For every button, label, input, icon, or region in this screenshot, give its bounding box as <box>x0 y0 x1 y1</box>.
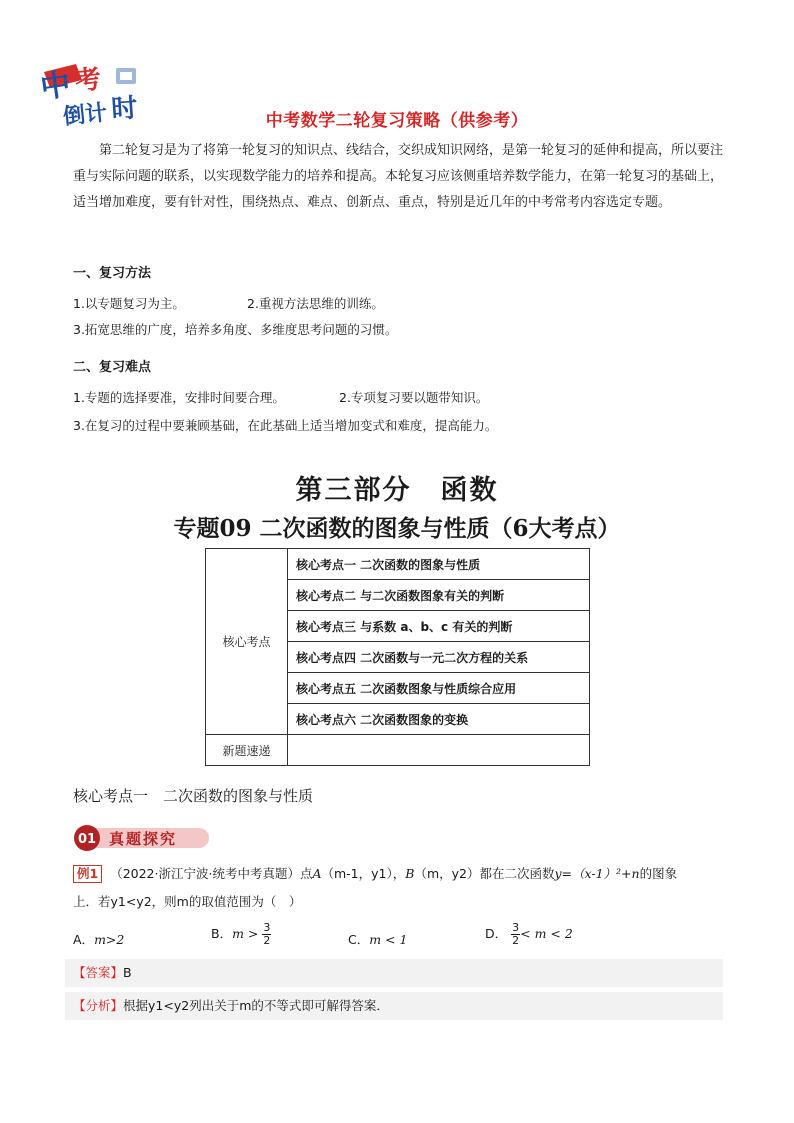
coord-b: （m，y2） <box>414 866 480 881</box>
analysis-box <box>65 992 723 1020</box>
difficulties-heading: 二、复习难点 <box>73 360 152 375</box>
strategy-title: 中考数学二轮复习策略（供参考） <box>265 111 529 131</box>
answer-label: 【答案】 <box>73 965 124 980</box>
choice-a-label: A． <box>73 932 95 947</box>
table-row <box>206 735 590 766</box>
methods-item-2: 2.重视方法思维的训练。 <box>247 296 384 311</box>
core-points-table <box>205 548 590 766</box>
example-question: 上．若y1<y2，则m的取值范围为（ ） <box>73 894 302 909</box>
point-a: A <box>312 866 322 881</box>
core-item-3: 核心考点三 与系数 a、b、c 有关的判断 <box>288 611 590 642</box>
choice-b <box>211 922 271 947</box>
core-label-cell: 核心考点 <box>206 549 288 735</box>
analysis-label: 【分析】 <box>73 998 124 1013</box>
methods-item-1: 1.以专题复习为主。 <box>73 296 185 311</box>
core-item-6: 核心考点六 二次函数图象的变换 <box>288 704 590 735</box>
new-questions-label: 新题速递 <box>206 735 288 766</box>
choice-b-label: B． <box>211 926 233 941</box>
topic-title: 专题09 二次函数的图象与性质（6大考点） <box>173 515 621 542</box>
real-exam-banner <box>73 824 213 856</box>
fraction-denominator: 2 <box>512 934 520 947</box>
fraction-numerator: 3 <box>263 921 271 934</box>
choice-c <box>348 930 407 948</box>
choice-d <box>485 922 573 947</box>
coord-a: （m-1，y1）， <box>321 866 406 881</box>
methods-item-3: 3.拓宽思维的广度，培养多角度、多维度思考问题的习惯。 <box>73 322 398 337</box>
example-mid: 都在二次函数 <box>479 866 555 881</box>
table-row <box>206 549 590 580</box>
point-b: B <box>405 866 415 881</box>
part-title: 第三部分 函数 <box>295 475 499 506</box>
core-item-4: 核心考点四 二次函数与一元二次方程的关系 <box>288 642 590 673</box>
svg-text:考: 考 <box>73 64 103 97</box>
svg-text:倒计: 倒计 <box>62 100 109 130</box>
choice-c-text: m < 1 <box>369 932 408 947</box>
choice-b-fraction <box>262 922 271 947</box>
fraction-denominator: 2 <box>263 934 271 947</box>
example-tail: 的图象 <box>639 866 678 881</box>
svg-text:时: 时 <box>110 93 139 125</box>
choice-c-label: C． <box>348 932 370 947</box>
banner-number: 01 <box>77 832 97 847</box>
intro-paragraph: 第二轮复习是为了将第一轮复习的知识点、线结合，交织成知识网络，是第一轮复习的延伸和提高，所以要注重与实际问题的联系，以实现数学能力的培养和提高。本轮复习应该侧重培养数学能力，在第一轮复习的基础上，适当增加难度，要有针对性，围绕热点、难点、创新点、重点，特别是近几年的中考常考内容选定专题。 <box>73 143 724 210</box>
function-expression: y=（x-1）²+n <box>554 866 640 881</box>
example-1 <box>73 860 723 916</box>
choice-d-post: < m < 2 <box>520 926 573 941</box>
choice-a <box>73 930 124 948</box>
choices <box>73 922 723 956</box>
answer-value: B <box>123 965 132 980</box>
banner-text: 真题探究 <box>109 830 178 848</box>
difficulties-item-3: 3.在复习的过程中要兼顾基础，在此基础上适当增加变式和难度，提高能力。 <box>73 418 498 433</box>
difficulties-item-2: 2.专项复习要以题带知识。 <box>339 390 489 405</box>
methods-heading: 一、复习方法 <box>73 266 152 281</box>
core-item-5: 核心考点五 二次函数图象与性质综合应用 <box>288 673 590 704</box>
choice-d-fraction <box>511 922 520 947</box>
fraction-numerator: 3 <box>512 921 520 934</box>
difficulties-item-1: 1.专题的选择要准，安排时间要合理。 <box>73 390 285 405</box>
new-questions-cell <box>288 735 590 766</box>
core-point-heading: 核心考点一 二次函数的图象与性质 <box>73 787 314 805</box>
core-item-1: 核心考点一 二次函数的图象与性质 <box>288 549 590 580</box>
answer-box <box>65 959 723 987</box>
choice-b-pre: m > <box>232 926 259 941</box>
core-item-2: 核心考点二 与二次函数图象有关的判断 <box>288 580 590 611</box>
example-tag: 例1 <box>73 865 102 883</box>
analysis-text: 根据y1<y2列出关于m的不等式即可解得答案． <box>123 998 389 1013</box>
choice-d-label: D． <box>485 926 508 941</box>
choice-a-text: m>2 <box>94 932 125 947</box>
svg-text:中: 中 <box>38 67 73 106</box>
example-source: （2022·浙江宁波·统考中考真题）点 <box>110 866 313 881</box>
